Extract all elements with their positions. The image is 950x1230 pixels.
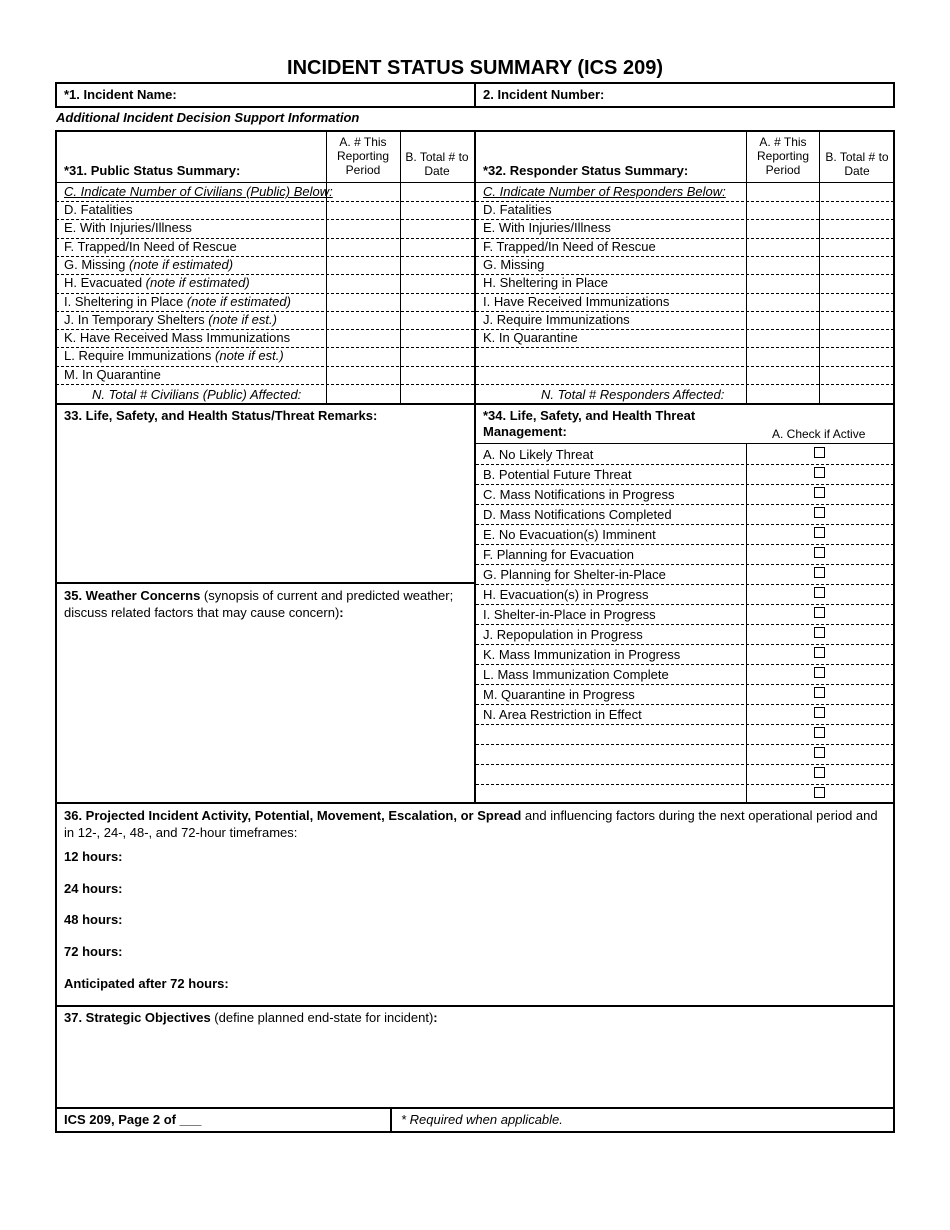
threat-row-label: L. Mass Immunization Complete bbox=[483, 667, 669, 682]
projected-label bbox=[64, 807, 884, 841]
threat-active-checkbox[interactable] bbox=[814, 647, 825, 658]
responder-row-label: K. In Quarantine bbox=[483, 330, 578, 346]
threat-row-label: I. Shelter-in-Place in Progress bbox=[483, 607, 656, 622]
responder-row-label: H. Sheltering in Place bbox=[483, 275, 609, 291]
responder-row-label: J. Require Immunizations bbox=[483, 311, 630, 327]
public-row-text: L. Require Immunizations bbox=[64, 348, 216, 364]
public-row-text: J. In Temporary Shelters bbox=[64, 311, 209, 327]
public-cell-a[interactable] bbox=[327, 220, 399, 236]
page-title: INCIDENT STATUS SUMMARY (ICS 209) bbox=[287, 57, 663, 79]
public-row-note: (note if estimated) bbox=[186, 293, 291, 309]
responder-total-label: N. Total # Responders Affected: bbox=[541, 387, 725, 402]
public-cell-b[interactable] bbox=[401, 312, 473, 328]
public-row-label bbox=[64, 202, 133, 218]
responder-cell-b[interactable] bbox=[820, 294, 892, 310]
public-row-label bbox=[64, 367, 161, 383]
threat-row-label: G. Planning for Shelter-in-Place bbox=[483, 567, 666, 582]
responder-cell-b[interactable] bbox=[820, 220, 892, 236]
weather-label-colon: : bbox=[339, 605, 344, 620]
public-cell-a[interactable] bbox=[327, 312, 399, 328]
responder-cell-a[interactable] bbox=[747, 294, 819, 310]
public-col-a-header: A. # This Reporting Period bbox=[336, 135, 390, 177]
incident-name-field[interactable]: *1. Incident Name: bbox=[64, 87, 177, 102]
responder-row-label: G. Missing bbox=[483, 256, 545, 272]
threat-title-line2: Management: bbox=[483, 424, 567, 439]
threat-active-checkbox[interactable] bbox=[814, 467, 825, 478]
threat-row-label: H. Evacuation(s) in Progress bbox=[483, 587, 649, 602]
public-cell-b[interactable] bbox=[401, 257, 473, 273]
strategic-label-colon: : bbox=[433, 1010, 438, 1025]
responder-cell-a[interactable] bbox=[747, 348, 819, 364]
public-cell-a[interactable] bbox=[327, 275, 399, 291]
public-cell-b[interactable] bbox=[401, 239, 473, 255]
responder-indicate-label: C. Indicate Number of Responders Below: bbox=[483, 184, 726, 199]
responder-cell-b[interactable] bbox=[820, 275, 892, 291]
responder-cell-b[interactable] bbox=[820, 202, 892, 218]
threat-row-label: A. No Likely Threat bbox=[483, 447, 594, 462]
threat-row-label: D. Mass Notifications Completed bbox=[483, 507, 672, 522]
remarks-label: 33. Life, Safety, and Health Status/Threat Remarks: bbox=[64, 408, 378, 423]
public-col-b-header: B. Total # to Date bbox=[405, 150, 469, 178]
weather-label bbox=[64, 587, 469, 621]
public-row-text: G. Missing bbox=[64, 256, 130, 272]
threat-row-label: F. Planning for Evacuation bbox=[483, 547, 635, 562]
footer-required-note: * Required when applicable. bbox=[401, 1112, 563, 1127]
threat-active-checkbox[interactable] bbox=[814, 767, 825, 778]
responder-row-label: D. Fatalities bbox=[483, 202, 552, 217]
projected-72-hours[interactable]: 72 hours: bbox=[64, 944, 123, 959]
threat-col-a-header: A. Check if Active bbox=[772, 427, 866, 441]
footer-page-label: ICS 209, Page 2 of ___ bbox=[64, 1112, 202, 1127]
responder-col-b-header: B. Total # to Date bbox=[825, 150, 889, 178]
threat-active-checkbox[interactable] bbox=[814, 727, 825, 738]
strategic-field[interactable] bbox=[58, 1030, 892, 1105]
public-cell-b[interactable] bbox=[401, 220, 473, 236]
public-row-label bbox=[64, 330, 290, 346]
public-row-note: (note if estimated) bbox=[145, 275, 250, 291]
responder-cell-a[interactable] bbox=[747, 275, 819, 291]
threat-active-checkbox[interactable] bbox=[814, 747, 825, 758]
threat-active-checkbox[interactable] bbox=[814, 627, 825, 638]
responder-cell-b[interactable] bbox=[820, 312, 892, 328]
public-total-label: N. Total # Civilians (Public) Affected: bbox=[92, 387, 302, 402]
public-cell-a[interactable] bbox=[327, 330, 399, 346]
threat-row-label: E. No Evacuation(s) Imminent bbox=[483, 527, 656, 542]
public-cell-a[interactable] bbox=[327, 294, 399, 310]
threat-active-checkbox[interactable] bbox=[814, 547, 825, 558]
weather-label-text: (synopsis of current and predicted weather; discuss related factors that may cause concern) bbox=[64, 588, 454, 620]
weather-label-bold: 35. Weather Concerns bbox=[64, 588, 201, 603]
public-row-label bbox=[64, 348, 284, 364]
public-row-label bbox=[64, 275, 250, 291]
responder-row-label: I. Have Received Immunizations bbox=[483, 293, 670, 309]
threat-active-checkbox[interactable] bbox=[814, 567, 825, 578]
public-row-text: E. With Injuries/Illness bbox=[64, 220, 192, 236]
public-cell-a[interactable] bbox=[327, 348, 399, 364]
projected-label-text: and influencing factors during the next operational period and in 12-, 24-, 48-, and 72-hour timeframes: bbox=[64, 808, 878, 840]
public-row-note: (note if est.) bbox=[208, 311, 277, 327]
threat-active-checkbox[interactable] bbox=[814, 487, 825, 498]
threat-active-checkbox[interactable] bbox=[814, 787, 825, 798]
responder-cell-a[interactable] bbox=[747, 239, 819, 255]
public-cell-b[interactable] bbox=[401, 367, 473, 383]
public-row-text: H. Evacuated bbox=[64, 275, 146, 291]
responder-cell-b[interactable] bbox=[820, 239, 892, 255]
public-cell-a[interactable] bbox=[327, 257, 399, 273]
threat-active-checkbox[interactable] bbox=[814, 447, 825, 458]
threat-active-checkbox[interactable] bbox=[814, 587, 825, 598]
projected-48-hours[interactable]: 48 hours: bbox=[64, 912, 123, 927]
public-row-text: K. Have Received Mass Immunizations bbox=[64, 330, 291, 346]
incident-number-field[interactable]: 2. Incident Number: bbox=[483, 87, 605, 102]
public-status-title: *31. Public Status Summary: bbox=[64, 163, 241, 178]
public-row-label bbox=[64, 220, 192, 236]
threat-active-checkbox[interactable] bbox=[814, 687, 825, 698]
public-cell-a[interactable] bbox=[327, 202, 399, 218]
threat-row-label: K. Mass Immunization in Progress bbox=[483, 647, 681, 662]
threat-row-label: N. Area Restriction in Effect bbox=[483, 707, 642, 722]
responder-cell-a[interactable] bbox=[747, 312, 819, 328]
projected-after-72-hours[interactable]: Anticipated after 72 hours: bbox=[64, 976, 229, 991]
threat-active-checkbox[interactable] bbox=[814, 707, 825, 718]
responder-cell-b[interactable] bbox=[820, 330, 892, 346]
public-row-label bbox=[64, 294, 291, 310]
strategic-label-bold: 37. Strategic Objectives bbox=[64, 1010, 211, 1025]
public-cell-b[interactable] bbox=[401, 202, 473, 218]
responder-cell-a[interactable] bbox=[747, 202, 819, 218]
weather-field[interactable] bbox=[58, 625, 472, 800]
public-row-label bbox=[64, 239, 237, 255]
strategic-label-text: (define planned end-state for incident) bbox=[210, 1010, 434, 1025]
public-cell-a[interactable] bbox=[327, 367, 399, 383]
public-row-label bbox=[64, 312, 277, 328]
responder-cell-a[interactable] bbox=[747, 257, 819, 273]
threat-active-checkbox[interactable] bbox=[814, 527, 825, 538]
strategic-label bbox=[64, 1009, 884, 1026]
projected-12-hours[interactable]: 12 hours: bbox=[64, 849, 123, 864]
public-row-text: D. Fatalities bbox=[64, 202, 133, 217]
threat-row-label: B. Potential Future Threat bbox=[483, 467, 632, 482]
threat-title-line1: *34. Life, Safety, and Health Threat bbox=[483, 408, 696, 423]
public-row-label bbox=[64, 257, 233, 273]
projected-24-hours[interactable]: 24 hours: bbox=[64, 881, 123, 896]
projected-label-bold: 36. Projected Incident Activity, Potential, Movement, Escalation, or Spread bbox=[64, 808, 522, 823]
public-row-text: F. Trapped/In Need of Rescue bbox=[64, 238, 237, 254]
threat-active-checkbox[interactable] bbox=[814, 667, 825, 678]
threat-row-label: C. Mass Notifications in Progress bbox=[483, 487, 675, 502]
public-cell-a[interactable] bbox=[327, 239, 399, 255]
threat-active-checkbox[interactable] bbox=[814, 607, 825, 618]
public-row-text: M. In Quarantine bbox=[64, 366, 161, 382]
responder-cell-a[interactable] bbox=[747, 367, 819, 383]
public-row-text: I. Sheltering in Place bbox=[64, 293, 187, 309]
responder-col-a-header: A. # This Reporting Period bbox=[756, 135, 810, 177]
additional-info-label: Additional Incident Decision Support Information bbox=[56, 110, 360, 125]
threat-row-label: J. Repopulation in Progress bbox=[483, 627, 643, 642]
public-cell-b[interactable] bbox=[401, 330, 473, 346]
responder-row-label: E. With Injuries/Illness bbox=[483, 220, 611, 236]
public-cell-b[interactable] bbox=[401, 275, 473, 291]
public-row-note: (note if estimated) bbox=[129, 256, 234, 272]
public-row-note: (note if est.) bbox=[215, 348, 284, 364]
responder-cell-a[interactable] bbox=[747, 220, 819, 236]
responder-row-label: F. Trapped/In Need of Rescue bbox=[483, 238, 656, 254]
remarks-field[interactable] bbox=[58, 428, 472, 578]
responder-cell-a[interactable] bbox=[747, 330, 819, 346]
threat-active-checkbox[interactable] bbox=[814, 507, 825, 518]
threat-row-label: M. Quarantine in Progress bbox=[483, 687, 635, 702]
responder-cell-b[interactable] bbox=[820, 367, 892, 383]
public-cell-b[interactable] bbox=[401, 294, 473, 310]
public-cell-b[interactable] bbox=[401, 348, 473, 364]
responder-cell-b[interactable] bbox=[820, 257, 892, 273]
responder-cell-b[interactable] bbox=[820, 348, 892, 364]
public-indicate-label: C. Indicate Number of Civilians (Public) Below: bbox=[64, 184, 333, 199]
responder-status-title: *32. Responder Status Summary: bbox=[483, 163, 689, 178]
